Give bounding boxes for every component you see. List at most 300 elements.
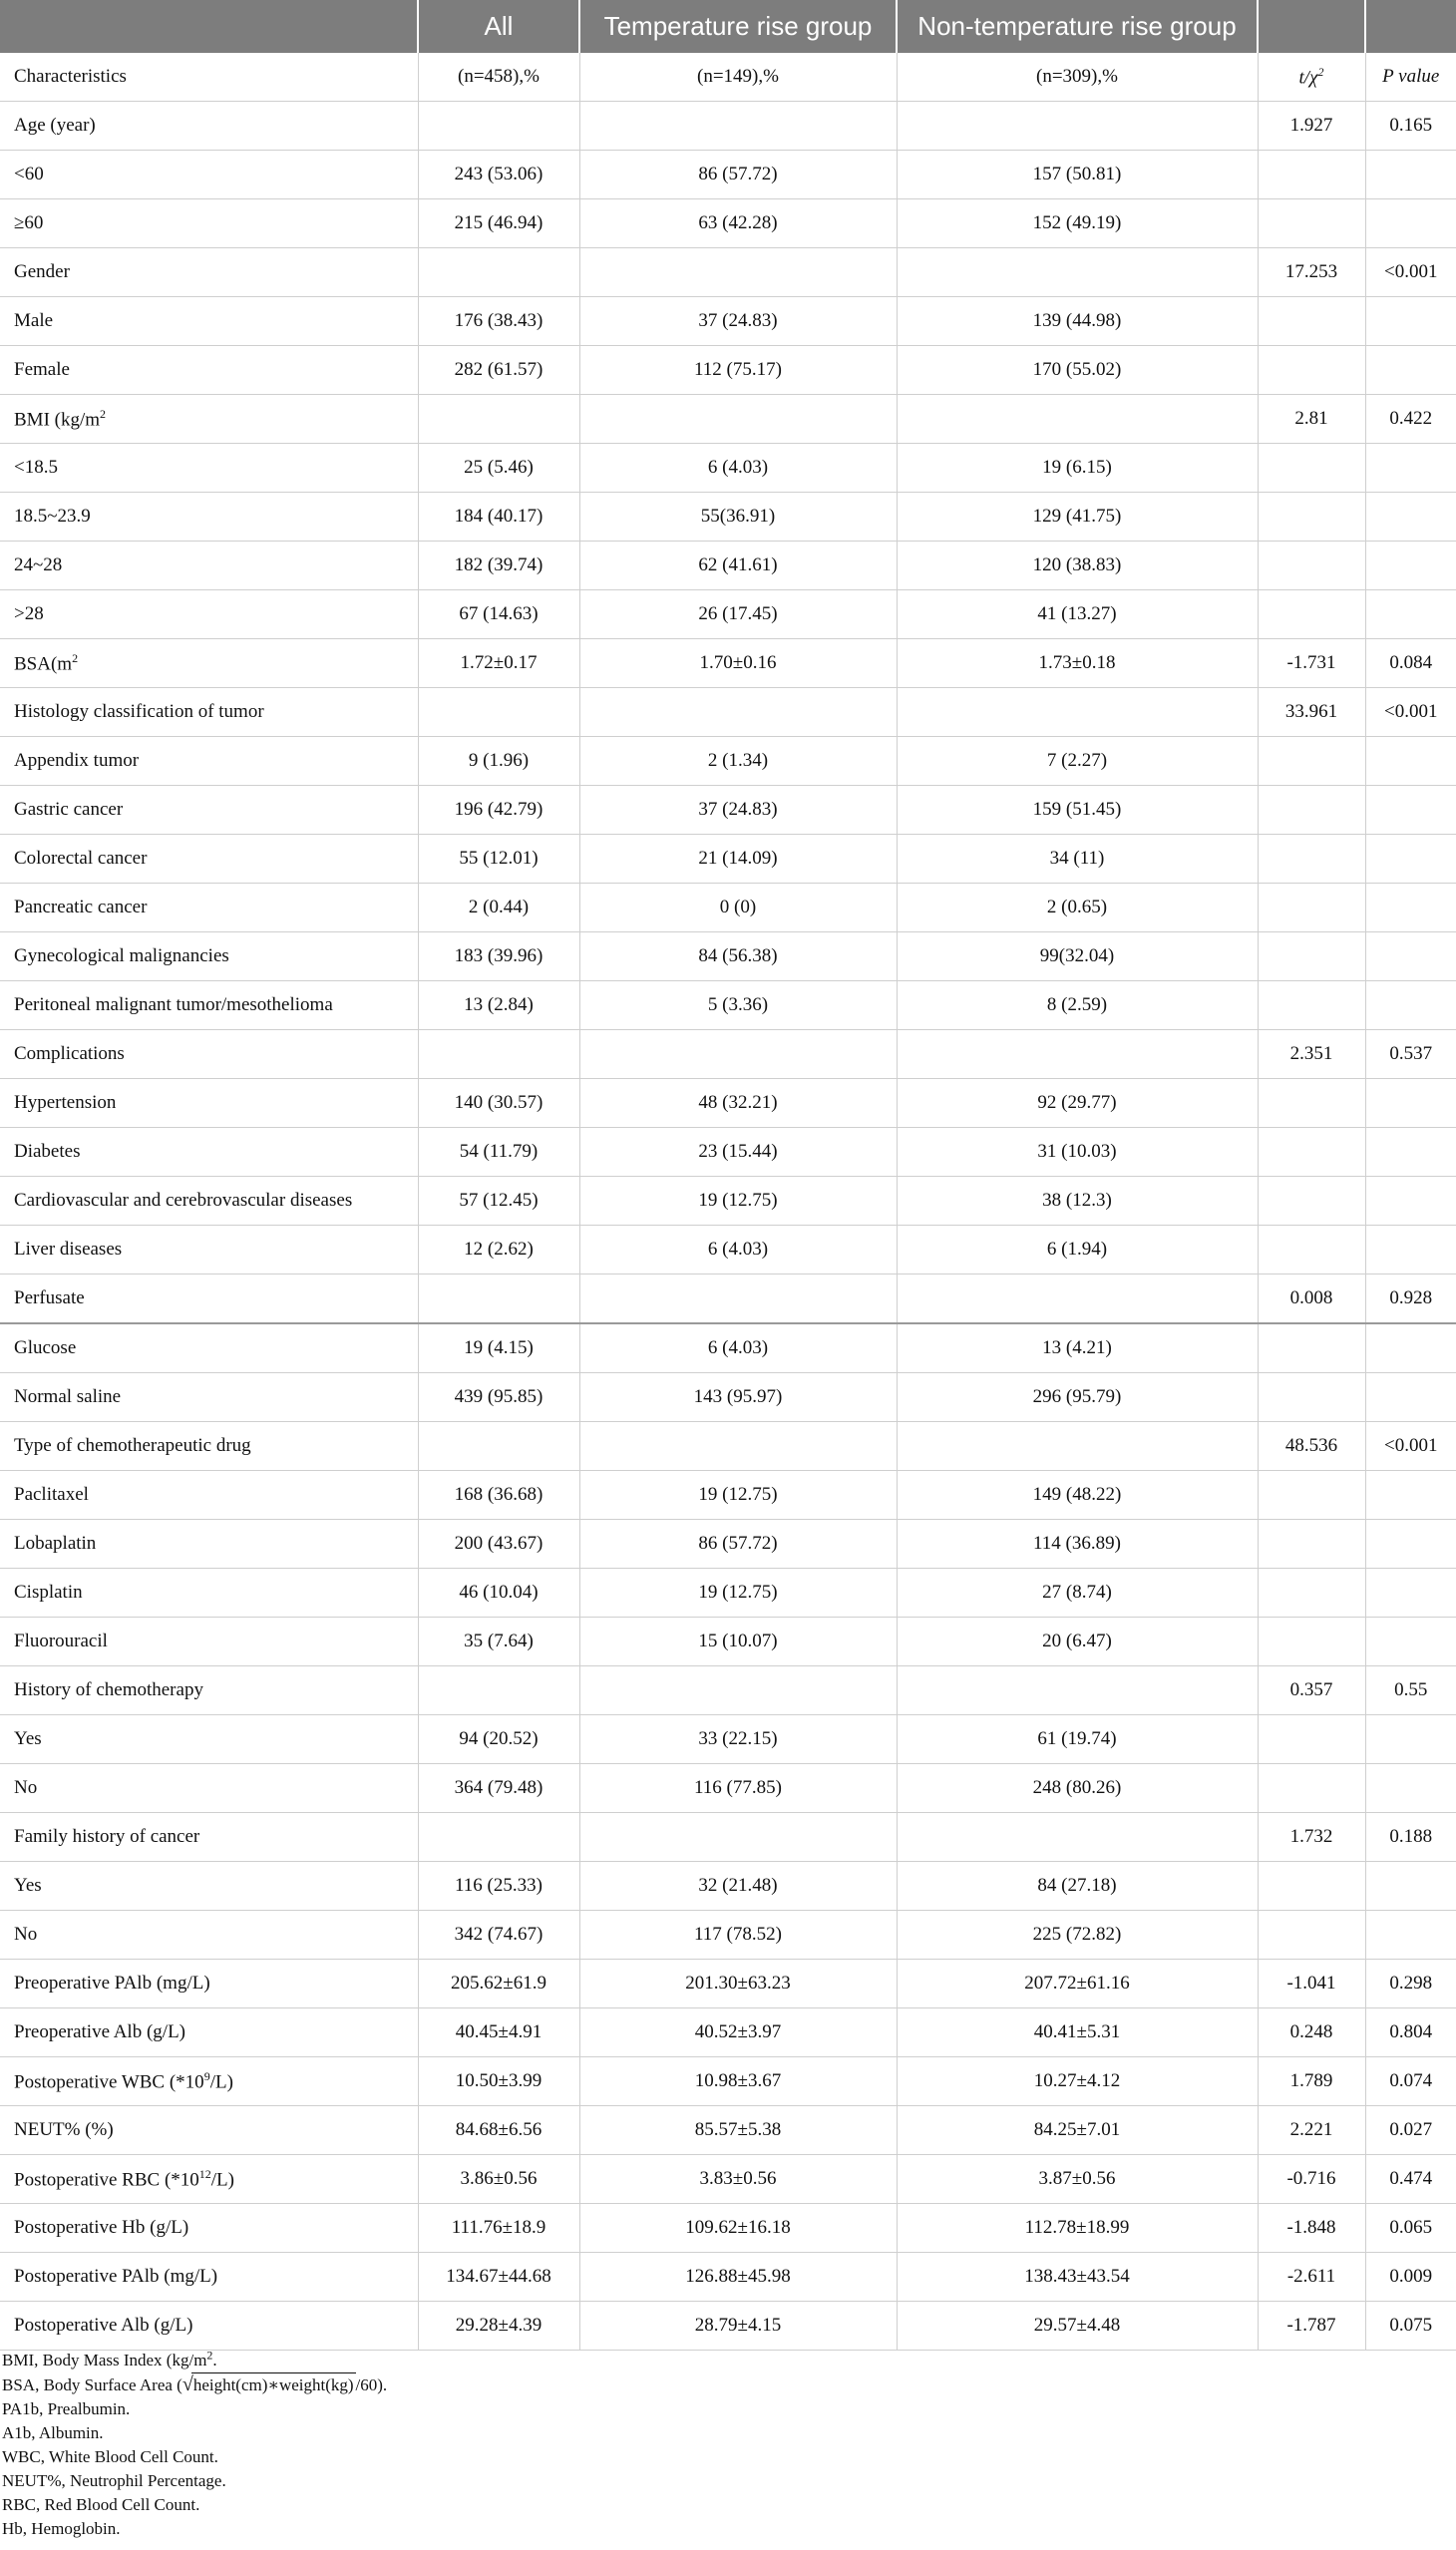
all-cell: 57 (12.45): [418, 1177, 579, 1226]
statistic-cell: [1258, 590, 1365, 639]
statistic-cell: [1258, 1323, 1365, 1373]
temperature-rise-cell: [579, 1275, 897, 1324]
p-value-cell: [1365, 1226, 1456, 1275]
table-row: [0, 932, 1456, 981]
non-temperature-rise-cell: [897, 688, 1258, 737]
temperature-rise-cell: 201.30±63.23: [579, 1960, 897, 2008]
non-temperature-rise-cell: 34 (11): [897, 835, 1258, 884]
p-value-cell: [1365, 1715, 1456, 1764]
row-label-cell: Postoperative Hb (g/L): [0, 2204, 418, 2253]
table-row: [0, 151, 1456, 199]
footnote-alb: A1b, Albumin.: [2, 2422, 104, 2442]
all-cell: 183 (39.96): [418, 932, 579, 981]
row-label-cell: <60: [0, 151, 418, 199]
non-temperature-rise-cell: 207.72±61.16: [897, 1960, 1258, 2008]
temperature-rise-cell: [579, 395, 897, 444]
non-temperature-rise-cell: [897, 1030, 1258, 1079]
row-label-cell: Male: [0, 297, 418, 346]
row-label-cell: Perfusate: [0, 1275, 418, 1324]
p-value-cell: [1365, 737, 1456, 786]
non-temperature-rise-cell: 139 (44.98): [897, 297, 1258, 346]
sqrt-icon: √: [182, 2372, 193, 2395]
row-label-cell: Postoperative PAlb (mg/L): [0, 2253, 418, 2302]
table-row: [0, 346, 1456, 395]
all-cell: 19 (4.15): [418, 1323, 579, 1373]
statistic-cell: [1258, 1569, 1365, 1618]
statistic-cell: 1.789: [1258, 2057, 1365, 2106]
table-row: [0, 1715, 1456, 1764]
non-temperature-rise-cell: (n=309),%: [897, 53, 1258, 102]
non-temperature-rise-cell: 13 (4.21): [897, 1323, 1258, 1373]
temperature-rise-cell: 126.88±45.98: [579, 2253, 897, 2302]
all-cell: 54 (11.79): [418, 1128, 579, 1177]
temperature-rise-cell: [579, 102, 897, 151]
table-row: [0, 1960, 1456, 2008]
header-cell-all: All: [418, 0, 579, 53]
non-temperature-rise-cell: [897, 102, 1258, 151]
temperature-rise-cell: 6 (4.03): [579, 444, 897, 493]
p-value-cell: 0.928: [1365, 1275, 1456, 1324]
non-temperature-rise-cell: [897, 248, 1258, 297]
table-row: [0, 1471, 1456, 1520]
temperature-rise-cell: 85.57±5.38: [579, 2106, 897, 2155]
temperature-rise-cell: 117 (78.52): [579, 1911, 897, 1960]
header-cell-blank: [0, 0, 418, 53]
row-label-cell: Complications: [0, 1030, 418, 1079]
all-cell: 134.67±44.68: [418, 2253, 579, 2302]
all-cell: 35 (7.64): [418, 1618, 579, 1666]
all-cell: 364 (79.48): [418, 1764, 579, 1813]
table-row: [0, 1030, 1456, 1079]
all-cell: 13 (2.84): [418, 981, 579, 1030]
non-temperature-rise-cell: 159 (51.45): [897, 786, 1258, 835]
temperature-rise-cell: [579, 688, 897, 737]
table-row: [0, 688, 1456, 737]
temperature-rise-cell: 109.62±16.18: [579, 2204, 897, 2253]
p-value-cell: [1365, 1618, 1456, 1666]
row-label-cell: Gastric cancer: [0, 786, 418, 835]
temperature-rise-cell: 84 (56.38): [579, 932, 897, 981]
footnote-bmi: [2, 2343, 1456, 2372]
temperature-rise-cell: 143 (95.97): [579, 1373, 897, 1422]
row-label-cell: History of chemotherapy: [0, 1666, 418, 1715]
table-row: [0, 1422, 1456, 1471]
all-cell: [418, 1030, 579, 1079]
temperature-rise-cell: 6 (4.03): [579, 1226, 897, 1275]
p-value-cell: [1365, 444, 1456, 493]
table-row: [0, 2204, 1456, 2253]
table-row: [0, 1128, 1456, 1177]
statistic-cell: [1258, 297, 1365, 346]
temperature-rise-cell: 21 (14.09): [579, 835, 897, 884]
statistic-cell: [1258, 1471, 1365, 1520]
non-temperature-rise-cell: 99(32.04): [897, 932, 1258, 981]
table-row: [0, 1373, 1456, 1422]
p-value-cell: 0.474: [1365, 2155, 1456, 2204]
statistic-cell: [1258, 1226, 1365, 1275]
row-label-cell: Pancreatic cancer: [0, 884, 418, 932]
all-cell: 116 (25.33): [418, 1862, 579, 1911]
p-value-cell: 0.074: [1365, 2057, 1456, 2106]
non-temperature-rise-cell: [897, 1422, 1258, 1471]
temperature-rise-cell: 3.83±0.56: [579, 2155, 897, 2204]
all-cell: 46 (10.04): [418, 1569, 579, 1618]
row-label-cell: Diabetes: [0, 1128, 418, 1177]
statistic-cell: [1258, 1911, 1365, 1960]
non-temperature-rise-cell: 27 (8.74): [897, 1569, 1258, 1618]
row-label-cell: $BSA(m^2$: [0, 639, 418, 688]
temperature-rise-cell: 112 (75.17): [579, 346, 897, 395]
temperature-rise-cell: 32 (21.48): [579, 1862, 897, 1911]
p-value-cell: [1365, 493, 1456, 542]
statistic-cell: -1.041: [1258, 1960, 1365, 2008]
statistic-cell: 0.248: [1258, 2008, 1365, 2057]
statistic-cell: [1258, 1618, 1365, 1666]
temperature-rise-cell: 86 (57.72): [579, 151, 897, 199]
p-value-cell: 0.422: [1365, 395, 1456, 444]
statistic-cell: [1258, 1715, 1365, 1764]
all-cell: [418, 1422, 579, 1471]
non-temperature-rise-cell: 129 (41.75): [897, 493, 1258, 542]
non-temperature-rise-cell: 19 (6.15): [897, 444, 1258, 493]
all-cell: 184 (40.17): [418, 493, 579, 542]
all-cell: 12 (2.62): [418, 1226, 579, 1275]
temperature-rise-cell: 48 (32.21): [579, 1079, 897, 1128]
statistic-cell: [1258, 786, 1365, 835]
header-cell-statistic: [1258, 0, 1365, 53]
row-label-cell: Type of chemotherapeutic drug: [0, 1422, 418, 1471]
temperature-rise-cell: 19 (12.75): [579, 1569, 897, 1618]
non-temperature-rise-cell: 29.57±4.48: [897, 2302, 1258, 2351]
non-temperature-rise-cell: 41 (13.27): [897, 590, 1258, 639]
non-temperature-rise-cell: 152 (49.19): [897, 199, 1258, 248]
all-cell: [418, 1666, 579, 1715]
row-label-cell: Gender: [0, 248, 418, 297]
p-value-cell: <0.001: [1365, 1422, 1456, 1471]
footnote-wbc: WBC, White Blood Cell Count.: [2, 2446, 218, 2466]
statistic-cell: $t/\chi^2$: [1258, 53, 1365, 102]
footnote-palb: PA1b, Prealbumin.: [2, 2398, 131, 2418]
statistic-cell: -2.611: [1258, 2253, 1365, 2302]
table-row: [0, 737, 1456, 786]
table-header-row: [0, 0, 1456, 53]
non-temperature-rise-cell: 120 (38.83): [897, 542, 1258, 590]
statistic-cell: [1258, 1079, 1365, 1128]
table-footnotes: [0, 2343, 1456, 2541]
all-cell: 196 (42.79): [418, 786, 579, 835]
table-row: [0, 1666, 1456, 1715]
temperature-rise-cell: (n=149),%: [579, 53, 897, 102]
p-value-cell: [1365, 542, 1456, 590]
p-value-cell: [1365, 1373, 1456, 1422]
footnote-rbc: RBC, Red Blood Cell Count.: [2, 2494, 200, 2514]
all-cell: 168 (36.68): [418, 1471, 579, 1520]
temperature-rise-cell: 62 (41.61): [579, 542, 897, 590]
temperature-rise-cell: 26 (17.45): [579, 590, 897, 639]
statistic-cell: [1258, 1177, 1365, 1226]
row-label-cell: Cisplatin: [0, 1569, 418, 1618]
p-value-cell: [1365, 199, 1456, 248]
table-row: [0, 1813, 1456, 1862]
all-cell: [418, 102, 579, 151]
p-value-cell: 0.188: [1365, 1813, 1456, 1862]
statistic-cell: [1258, 737, 1365, 786]
temperature-rise-cell: 55(36.91): [579, 493, 897, 542]
non-temperature-rise-cell: [897, 1666, 1258, 1715]
temperature-rise-cell: 5 (3.36): [579, 981, 897, 1030]
p-value-cell: [1365, 1177, 1456, 1226]
table-row: [0, 1275, 1456, 1324]
non-temperature-rise-cell: 6 (1.94): [897, 1226, 1258, 1275]
statistic-cell: [1258, 884, 1365, 932]
table-row: [0, 1862, 1456, 1911]
row-label-cell: Postoperative WBC $(*10^9/L)$: [0, 2057, 418, 2106]
table-row: [0, 1764, 1456, 1813]
temperature-rise-cell: 10.98±3.67: [579, 2057, 897, 2106]
table-row: [0, 444, 1456, 493]
temperature-rise-cell: 23 (15.44): [579, 1128, 897, 1177]
temperature-rise-cell: 15 (10.07): [579, 1618, 897, 1666]
statistic-cell: [1258, 151, 1365, 199]
table-row: [0, 2008, 1456, 2057]
row-label-cell: <18.5: [0, 444, 418, 493]
table-row: [0, 1177, 1456, 1226]
temperature-rise-cell: 116 (77.85): [579, 1764, 897, 1813]
table-row: [0, 2253, 1456, 2302]
statistic-cell: [1258, 835, 1365, 884]
temperature-rise-cell: [579, 1030, 897, 1079]
statistic-cell: 0.357: [1258, 1666, 1365, 1715]
temperature-rise-cell: 86 (57.72): [579, 1520, 897, 1569]
table-row: [0, 1911, 1456, 1960]
table-row: [0, 835, 1456, 884]
footnote-bsa: [2, 2372, 1456, 2397]
p-value-cell: [1365, 1764, 1456, 1813]
statistic-cell: 48.536: [1258, 1422, 1365, 1471]
all-cell: 84.68±6.56: [418, 2106, 579, 2155]
p-value-cell: [1365, 151, 1456, 199]
statistic-cell: [1258, 493, 1365, 542]
non-temperature-rise-cell: [897, 1275, 1258, 1324]
row-label-cell: Postoperative Alb (g/L): [0, 2302, 418, 2351]
all-cell: [418, 1275, 579, 1324]
p-value-cell: [1365, 1520, 1456, 1569]
table-row: [0, 1520, 1456, 1569]
non-temperature-rise-cell: 296 (95.79): [897, 1373, 1258, 1422]
table-row: [0, 1569, 1456, 1618]
p-value-cell: [1365, 297, 1456, 346]
temperature-rise-cell: 19 (12.75): [579, 1471, 897, 1520]
row-label-cell: No: [0, 1911, 418, 1960]
statistic-cell: [1258, 981, 1365, 1030]
statistic-cell: 0.008: [1258, 1275, 1365, 1324]
row-label-cell: Cardiovascular and cerebrovascular diseases: [0, 1177, 418, 1226]
row-label-cell: No: [0, 1764, 418, 1813]
p-value-cell: [1365, 786, 1456, 835]
temperature-rise-cell: 19 (12.75): [579, 1177, 897, 1226]
non-temperature-rise-cell: 114 (36.89): [897, 1520, 1258, 1569]
temperature-rise-cell: [579, 248, 897, 297]
temperature-rise-cell: 63 (42.28): [579, 199, 897, 248]
temperature-rise-cell: [579, 1422, 897, 1471]
all-cell: 200 (43.67): [418, 1520, 579, 1569]
table-row: [0, 884, 1456, 932]
p-value-cell: P value: [1365, 53, 1456, 102]
all-cell: 182 (39.74): [418, 542, 579, 590]
all-cell: 176 (38.43): [418, 297, 579, 346]
row-label-cell: Colorectal cancer: [0, 835, 418, 884]
row-label-cell: BMI ($kg/m^2$: [0, 395, 418, 444]
p-value-cell: 0.804: [1365, 2008, 1456, 2057]
non-temperature-rise-cell: 112.78±18.99: [897, 2204, 1258, 2253]
table-row: [0, 1618, 1456, 1666]
header-cell-non-temperature-rise: Non-temperature rise group: [897, 0, 1258, 53]
non-temperature-rise-cell: 138.43±43.54: [897, 2253, 1258, 2302]
p-value-cell: [1365, 1128, 1456, 1177]
non-temperature-rise-cell: 38 (12.3): [897, 1177, 1258, 1226]
temperature-rise-cell: 37 (24.83): [579, 297, 897, 346]
table-row: [0, 1226, 1456, 1275]
row-label-cell: Paclitaxel: [0, 1471, 418, 1520]
row-label-cell: Lobaplatin: [0, 1520, 418, 1569]
p-value-cell: 0.084: [1365, 639, 1456, 688]
statistic-cell: [1258, 444, 1365, 493]
table-row: [0, 1323, 1456, 1373]
statistic-cell: [1258, 542, 1365, 590]
all-cell: 25 (5.46): [418, 444, 579, 493]
row-label-cell: Preoperative PAlb (mg/L): [0, 1960, 418, 2008]
temperature-rise-cell: 6 (4.03): [579, 1323, 897, 1373]
p-value-cell: [1365, 1471, 1456, 1520]
p-value-cell: [1365, 835, 1456, 884]
row-label-cell: Family history of cancer: [0, 1813, 418, 1862]
non-temperature-rise-cell: 84.25±7.01: [897, 2106, 1258, 2155]
non-temperature-rise-cell: 8 (2.59): [897, 981, 1258, 1030]
non-temperature-rise-cell: 10.27±4.12: [897, 2057, 1258, 2106]
table-row: [0, 199, 1456, 248]
footnote-bsa-prefix: BSA, Body Surface Area (: [2, 2374, 182, 2394]
temperature-rise-cell: 2 (1.34): [579, 737, 897, 786]
p-value-cell: [1365, 932, 1456, 981]
row-label-cell: Age (year): [0, 102, 418, 151]
row-label-cell: Histology classification of tumor: [0, 688, 418, 737]
row-label-cell: NEUT% (%): [0, 2106, 418, 2155]
non-temperature-rise-cell: 149 (48.22): [897, 1471, 1258, 1520]
table-row: [0, 2155, 1456, 2204]
footnote-bmi-text: BMI, Body Mass Index ($kg/m^2$.: [2, 2348, 217, 2369]
non-temperature-rise-cell: [897, 1813, 1258, 1862]
all-cell: [418, 688, 579, 737]
footnote-bsa-formula: height(cm)∗weight(kg): [191, 2372, 356, 2397]
table-row: [0, 981, 1456, 1030]
temperature-rise-cell: [579, 1813, 897, 1862]
row-label-cell: Liver diseases: [0, 1226, 418, 1275]
table-row: [0, 542, 1456, 590]
p-value-cell: <0.001: [1365, 248, 1456, 297]
statistic-cell: 1.732: [1258, 1813, 1365, 1862]
p-value-cell: 0.165: [1365, 102, 1456, 151]
all-cell: 9 (1.96): [418, 737, 579, 786]
non-temperature-rise-cell: 3.87±0.56: [897, 2155, 1258, 2204]
all-cell: 111.76±18.9: [418, 2204, 579, 2253]
p-value-cell: [1365, 346, 1456, 395]
all-cell: [418, 1813, 579, 1862]
p-value-cell: [1365, 1569, 1456, 1618]
statistic-cell: -0.716: [1258, 2155, 1365, 2204]
temperature-rise-cell: 40.52±3.97: [579, 2008, 897, 2057]
row-label-cell: 24~28: [0, 542, 418, 590]
p-value-cell: <0.001: [1365, 688, 1456, 737]
p-value-cell: 0.065: [1365, 2204, 1456, 2253]
p-value-cell: [1365, 981, 1456, 1030]
statistic-cell: -1.731: [1258, 639, 1365, 688]
statistic-cell: [1258, 1128, 1365, 1177]
row-label-cell: Appendix tumor: [0, 737, 418, 786]
non-temperature-rise-cell: 31 (10.03): [897, 1128, 1258, 1177]
row-label-cell: ≥60: [0, 199, 418, 248]
all-cell: 342 (74.67): [418, 1911, 579, 1960]
p-value-cell: 0.027: [1365, 2106, 1456, 2155]
table-row: [0, 297, 1456, 346]
table-body: [0, 53, 1456, 2351]
statistic-cell: [1258, 1373, 1365, 1422]
non-temperature-rise-cell: 7 (2.27): [897, 737, 1258, 786]
statistic-cell: -1.848: [1258, 2204, 1365, 2253]
row-label-cell: Preoperative Alb (g/L): [0, 2008, 418, 2057]
table-row: [0, 53, 1456, 102]
statistic-cell: [1258, 199, 1365, 248]
row-label-cell: Fluorouracil: [0, 1618, 418, 1666]
all-cell: [418, 248, 579, 297]
non-temperature-rise-cell: 157 (50.81): [897, 151, 1258, 199]
non-temperature-rise-cell: 2 (0.65): [897, 884, 1258, 932]
row-label-cell: Normal saline: [0, 1373, 418, 1422]
all-cell: 40.45±4.91: [418, 2008, 579, 2057]
p-value-cell: 0.075: [1365, 2302, 1456, 2351]
p-value-cell: [1365, 1323, 1456, 1373]
statistic-cell: [1258, 1520, 1365, 1569]
header-cell-temperature-rise: Temperature rise group: [579, 0, 897, 53]
table-row: [0, 1079, 1456, 1128]
all-cell: 94 (20.52): [418, 1715, 579, 1764]
row-label-cell: Female: [0, 346, 418, 395]
all-cell: 55 (12.01): [418, 835, 579, 884]
statistic-cell: 2.221: [1258, 2106, 1365, 2155]
table-row: [0, 2106, 1456, 2155]
all-cell: 3.86±0.56: [418, 2155, 579, 2204]
row-label-cell: Characteristics: [0, 53, 418, 102]
statistic-cell: 17.253: [1258, 248, 1365, 297]
all-cell: 2 (0.44): [418, 884, 579, 932]
all-cell: [418, 395, 579, 444]
temperature-rise-cell: [579, 1666, 897, 1715]
non-temperature-rise-cell: [897, 395, 1258, 444]
row-label-cell: 18.5~23.9: [0, 493, 418, 542]
all-cell: 140 (30.57): [418, 1079, 579, 1128]
row-label-cell: Yes: [0, 1715, 418, 1764]
p-value-cell: [1365, 1911, 1456, 1960]
header-cell-p: [1365, 0, 1456, 53]
row-label-cell: Hypertension: [0, 1079, 418, 1128]
temperature-rise-cell: 1.70±0.16: [579, 639, 897, 688]
table-row: [0, 248, 1456, 297]
temperature-rise-cell: 37 (24.83): [579, 786, 897, 835]
row-label-cell: Peritoneal malignant tumor/mesothelioma: [0, 981, 418, 1030]
row-label-cell: Gynecological malignancies: [0, 932, 418, 981]
all-cell: (n=458),%: [418, 53, 579, 102]
statistic-cell: 2.351: [1258, 1030, 1365, 1079]
all-cell: 215 (46.94): [418, 199, 579, 248]
